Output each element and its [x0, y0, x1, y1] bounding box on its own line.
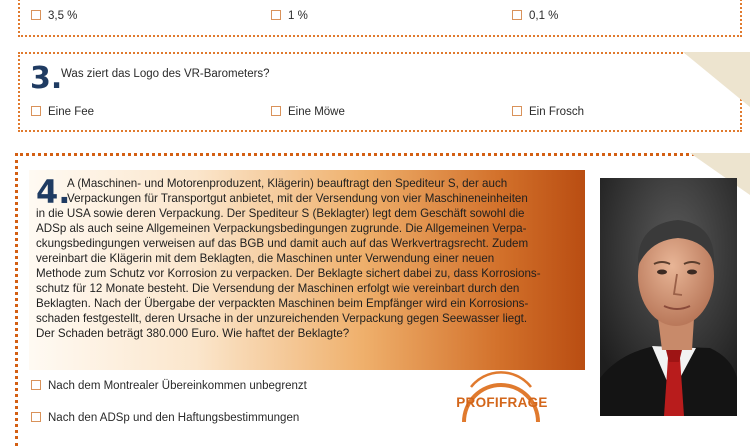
portrait-photo: [600, 178, 737, 416]
checkbox[interactable]: [512, 10, 522, 20]
q2-option-2[interactable]: 1 %: [271, 10, 308, 22]
question-4-text: A (Maschinen- und Motorenproduzent, Klägerin) beauftragt den Spediteur S, der auch Verpackungen für Transportgut anbietet, mit der Versendung von vier Maschineneinheiten in die USA sowie deren Verpackung. Der Spediteur S (Beklagter) legt dem Geschäft sowohl die ADSp als auch seine Allgemeinen Verpackungsbedingungen zugrunde. Die Allgemeinen Verpa- ckungsbedingungen verweisen auf das BGB und damit auch auf das Werkvertragsrecht. Zudem vereinbart die Klägerin mit dem Beklagten, die Maschinen unter Verwendung einer neuen Methode zum Schutz vor Korrosion zu verpacken. Der Beklagte sichert dabei zu, dass Korrosions- schutz für 12 Monate besteht. Die Versendung der Maschinen erfolgt wie vereinbart durch den Beklagten. Nach der Übergabe der verpackten Maschinen beim Empfänger wird ein Korrosions- schaden festgestellt, deren Ursache in der unzureichenden Verpackung gegen Seewasser liegt. Der Schaden beträgt 380.000 Euro. Wie haftet der Beklagte?: [36, 177, 541, 340]
checkbox[interactable]: [512, 106, 522, 116]
corner-decoration: [683, 52, 750, 112]
question-3-number: 3.: [30, 61, 63, 96]
q4-option-1[interactable]: Nach dem Montrealer Übereinkommen unbegrenzt: [31, 380, 307, 392]
question-3-frame: [18, 52, 742, 132]
question-4-number: 4.: [36, 173, 71, 211]
checkbox[interactable]: [31, 412, 41, 422]
q3-option-3[interactable]: Ein Frosch: [512, 106, 584, 118]
q2-option-3[interactable]: 0,1 %: [512, 10, 558, 22]
question-3-text: Was ziert das Logo des VR-Barometers?: [61, 68, 270, 80]
checkbox[interactable]: [31, 10, 41, 20]
checkbox[interactable]: [271, 106, 281, 116]
q4-option-2[interactable]: Nach den ADSp und den Haftungsbestimmungen: [31, 412, 299, 424]
checkbox[interactable]: [271, 10, 281, 20]
checkbox[interactable]: [31, 380, 41, 390]
q3-option-2[interactable]: Eine Möwe: [271, 106, 345, 118]
q3-option-1[interactable]: Eine Fee: [31, 106, 94, 118]
q2-option-1[interactable]: 3,5 %: [31, 10, 77, 22]
badge-label: PROFIFRAGE: [456, 395, 548, 410]
question-2-frame: [18, 0, 742, 37]
profifrage-badge: [446, 352, 556, 422]
checkbox[interactable]: [31, 106, 41, 116]
